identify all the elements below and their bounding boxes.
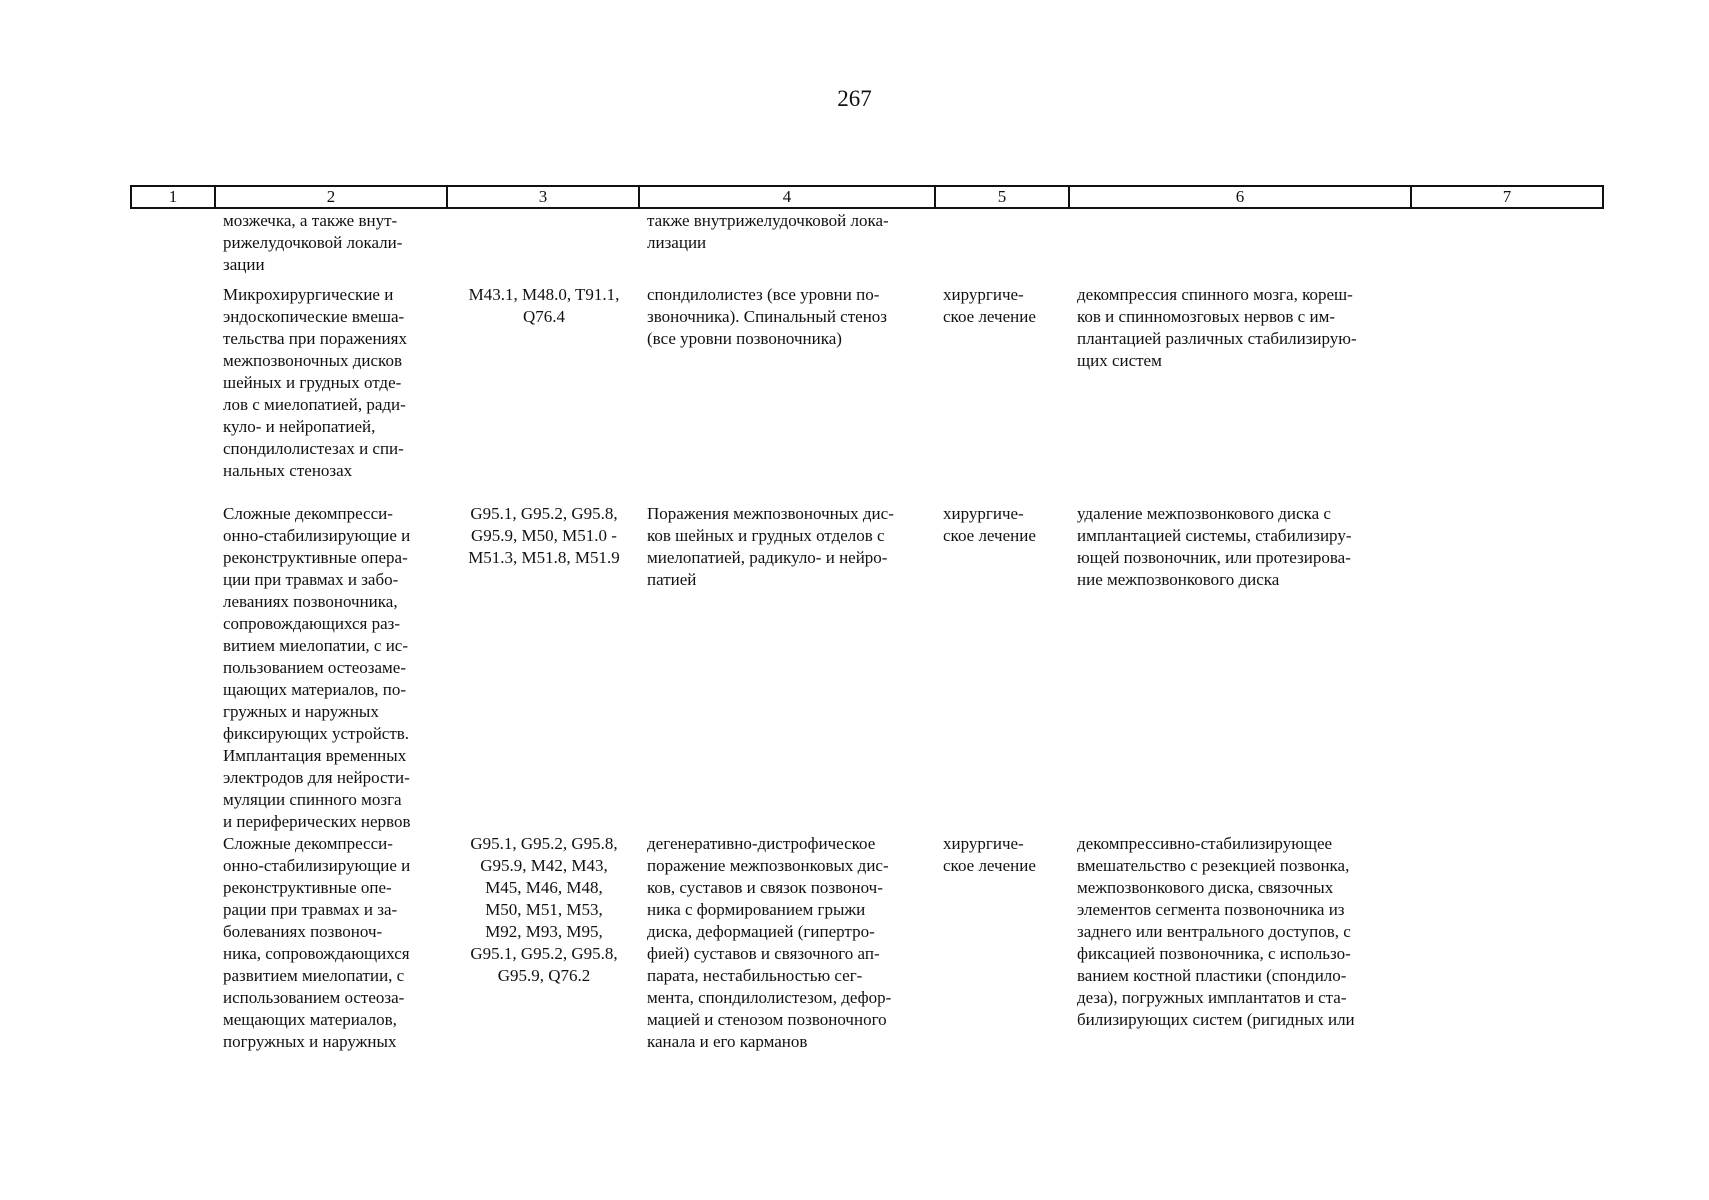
cell-text-line: парата, нестабильностью сег- [647,966,863,985]
cell-col7 [1411,208,1603,284]
cell-text-line: пользованием остеозаме- [223,658,406,677]
header-col-3: 3 [447,186,639,208]
cell-text-line: ков и спинномозговых нервов с им- [1077,307,1335,326]
cell-text-line: канала и его карманов [647,1032,808,1051]
header-col-2: 2 [215,186,447,208]
cell-text-line: вмешательство с резекцией позвонка, [1077,856,1350,875]
header-col-5: 5 [935,186,1069,208]
cell-text-line: поражение межпозвонковых дис- [647,856,889,875]
cell-text-line: нальных стенозах [223,461,353,480]
cell-col7 [1411,503,1603,833]
cell-text-line: ванием костной пластики (спондило- [1077,966,1347,985]
cell-text-line: патией [647,570,697,589]
cell-text-line: муляции спинного мозга [223,790,402,809]
cell-col1 [131,284,215,503]
cell-text-line: фиксацией позвоночника, с использо- [1077,944,1351,963]
cell-col2 [215,503,447,833]
cell-text-line: декомпрессия спинного мозга, кореш- [1077,285,1353,304]
cell-text-line: эндоскопические вмеша- [223,307,405,326]
cell-text-line: электродов для нейрости- [223,768,410,787]
cell-text-line: спондилолистез (все уровни по- [647,285,880,304]
header-col-1: 1 [131,186,215,208]
cell-text-line: имплантацией системы, стабилизиру- [1077,526,1352,545]
cell-text-line: сопровождающихся раз- [223,614,401,633]
cell-col5 [935,208,1069,284]
cell-text-line: G95.1, G95.2, G95.8, [470,944,618,963]
cell-text-line: и периферических нервов [223,812,411,831]
cell-col5 [935,833,1069,1053]
header-col-7: 7 [1411,186,1603,208]
cell-text-line: ника с формированием грыжи [647,900,866,919]
cell-text-line: ское лечение [943,526,1036,545]
cell-text-line: ции при травмах и забо- [223,570,399,589]
cell-text-line: G95.9, M50, M51.0 - [471,526,617,545]
cell-text-line: билизирующих систем (ригидных или [1077,1010,1355,1029]
cell-text-line: элементов сегмента позвоночника из [1077,900,1345,919]
cell-text-line: тельства при поражениях [223,329,407,348]
cell-col5 [935,284,1069,503]
cell-text-line: заднего или вентрального доступов, с [1077,922,1351,941]
cell-text-line: ское лечение [943,307,1036,326]
cell-text-line: G95.1, G95.2, G95.8, [470,504,618,523]
cell-text-line: дегенеративно-дистрофическое [647,834,876,853]
cell-col3 [447,208,639,284]
cell-text-line: хирургиче- [943,834,1024,853]
cell-text-line: лов с миелопатией, ради- [223,395,406,414]
cell-text-line: миелопатией, радикуло- и нейро- [647,548,888,567]
cell-text-line: ющей позвоночник, или протезирова- [1077,548,1351,567]
cell-text-line: (все уровни позвоночника) [647,329,842,348]
cell-text-line: Поражения межпозвоночных дис- [647,504,894,523]
cell-text-line: зации [223,255,265,274]
cell-text-line: гружных и наружных [223,702,379,721]
cell-text-line: также внутрижелудочковой лока- [647,211,889,230]
cell-text-line: G95.9, Q76.2 [497,966,591,985]
cell-text-line: Сложные декомпресси- [223,504,393,523]
cell-text-line: G95.1, G95.2, G95.8, [470,834,618,853]
cell-col2 [215,833,447,1053]
cell-text-line: использованием остеоза- [223,988,405,1007]
cell-text-line: лизации [647,233,707,252]
cell-text-line: M45, M46, M48, [485,878,603,897]
cell-text-line: фиксирующих устройств. [223,724,410,743]
cell-text-line: леваниях позвоночника, [223,592,398,611]
cell-text-line: щих систем [1077,351,1162,370]
cell-text-line: ника, сопровождающихся [223,944,410,963]
cell-col7 [1411,284,1603,503]
document-table [130,185,1604,1053]
cell-col6 [1069,503,1411,833]
cell-col4 [639,208,935,284]
cell-text-line: деза), погружных имплантатов и ста- [1077,988,1347,1007]
cell-text-line: удаление межпозвонкового диска с [1077,504,1331,523]
cell-text-line: шейных и грудных отде- [223,373,402,392]
cell-text-line: мацией и стенозом позвоночного [647,1010,887,1029]
cell-text-line: M43.1, M48.0, T91.1, [468,285,620,304]
cell-text-line: рижелудочковой локали- [223,233,403,252]
cell-text-line: ков, суставов и связок позвоноч- [647,878,883,897]
cell-text-line: витием миелопатии, с ис- [223,636,409,655]
cell-text-line: щающих материалов, по- [223,680,407,699]
header-col-4: 4 [639,186,935,208]
table-row [131,833,1603,1053]
cell-col1 [131,833,215,1053]
cell-text-line: межпозвонкового диска, связочных [1077,878,1334,897]
cell-col3 [447,284,639,503]
cell-text-line: онно-стабилизирующие и [223,856,411,875]
cell-text-line: онно-стабилизирующие и [223,526,411,545]
cell-text-line: рации при травмах и за- [223,900,398,919]
cell-text-line: болеваниях позвоноч- [223,922,383,941]
cell-col4 [639,503,935,833]
cell-text-line: реконструктивные опе- [223,878,392,897]
cell-text-line: диска, деформацией (гипертро- [647,922,875,941]
cell-text-line: Сложные декомпресси- [223,834,393,853]
cell-text-line: спондилолистезах и спи- [223,439,404,458]
cell-text-line: M51.3, M51.8, M51.9 [468,548,620,567]
cell-text-line: декомпрессивно-стабилизирующее [1077,834,1333,853]
cell-text-line: M50, M51, M53, [485,900,603,919]
cell-col2 [215,208,447,284]
cell-text-line: ков шейных и грудных отделов с [647,526,885,545]
cell-col6 [1069,833,1411,1053]
cell-text-line: звоночника). Спинальный стеноз [647,307,888,326]
cell-col7 [1411,833,1603,1053]
table-row [131,208,1603,284]
cell-col5 [935,503,1069,833]
header-row [131,186,1603,208]
table-row [131,503,1603,833]
cell-col1 [131,503,215,833]
cell-col6 [1069,284,1411,503]
cell-text-line: M92, M93, M95, [485,922,603,941]
cell-col4 [639,284,935,503]
cell-text-line: межпозвоночных дисков [223,351,402,370]
cell-text-line: хирургиче- [943,285,1024,304]
cell-text-line: Микрохирургические и [223,285,394,304]
header-col-6: 6 [1069,186,1411,208]
cell-text-line: куло- и нейропатией, [223,417,376,436]
cell-text-line: развитием миелопатии, с [223,966,405,985]
cell-text-line: G95.9, M42, M43, [480,856,608,875]
cell-col6 [1069,208,1411,284]
page-number: 267 [837,86,872,111]
cell-text-line: реконструктивные опера- [223,548,408,567]
cell-col4 [639,833,935,1053]
cell-text-line: мента, спондилолистезом, дефор- [647,988,892,1007]
cell-text-line: ние межпозвонкового диска [1077,570,1280,589]
cell-text-line: мозжечка, а также внут- [223,211,398,230]
cell-col2 [215,284,447,503]
cell-col3 [447,503,639,833]
table-row [131,284,1603,503]
cell-text-line: ское лечение [943,856,1036,875]
cell-col1 [131,208,215,284]
cell-col3 [447,833,639,1053]
cell-text-line: мещающих материалов, [223,1010,397,1029]
cell-text-line: хирургиче- [943,504,1024,523]
cell-text-line: фией) суставов и связочного ап- [647,944,880,963]
cell-text-line: погружных и наружных [223,1032,397,1051]
cell-text-line: плантацией различных стабилизирую- [1077,329,1357,348]
cell-text-line: Q76.4 [522,307,566,326]
cell-text-line: Имплантация временных [223,746,407,765]
